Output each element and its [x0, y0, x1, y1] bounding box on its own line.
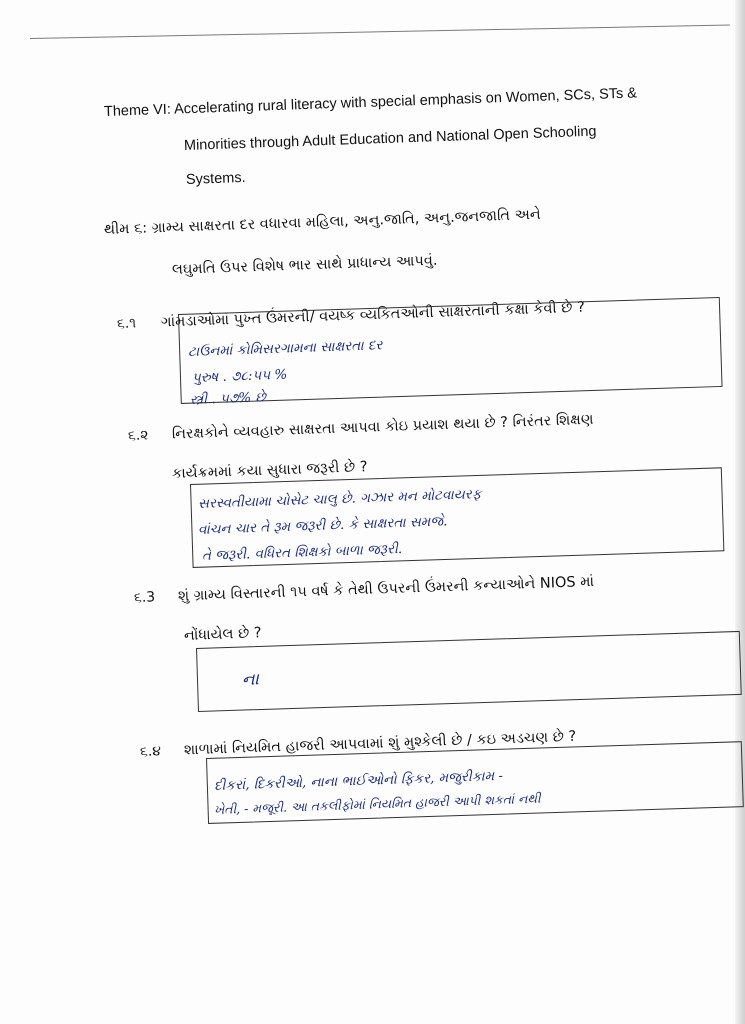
question-text: શું ગ્રામ્ય વિસ્તારની ૧૫ વર્ષ કે તેથી ઉપરની ઉંમરની કન્યાઓને NIOS માં: [177, 573, 595, 605]
question-6-2-line-2: કાર્યક્રમમાં કયા સુધારા જરૂરી છે ?: [171, 459, 368, 482]
theme-title-line-2: Minorities through Adult Education and National Open Schooling: [183, 123, 597, 154]
question-6-2-line-1: [128, 412, 594, 444]
top-rule-line: [30, 25, 730, 39]
question-6-3-line-2: નોંધાયેલ છે ?: [183, 625, 262, 644]
theme-guj-line-1: થીમ ૬: ગ્રામ્ય સાક્ષરતા દર વધારવા મહિલા, અનુ.જાતિ, અનુ.જનજાતિ અને: [103, 206, 541, 238]
answer-box-6-3: [196, 631, 742, 712]
theme-title-line-1: Theme VI: Accelerating rural literacy with special emphasis on Women, SCs, STs &: [103, 85, 638, 120]
handwritten-answer-6-3: ના: [241, 669, 260, 690]
theme-title-line-3: Systems.: [185, 169, 246, 188]
theme-guj-line-2: લઘુમતિ ઉપર વિશેષ ભાર સાથે પ્રાધાન્ય આપવું.: [171, 252, 438, 278]
handwritten-answer-6-2-line-2: વાંચન ચાર તે રૂમ જરૂરી છે. કે સાક્ષરતા સમજે.: [197, 513, 448, 538]
handwritten-answer-6-1-line-1: ટાઉનમાં કોમિસરગામના સાક્ષરતા દર: [187, 337, 383, 360]
question-6-3-line-1: [134, 574, 595, 606]
question-text: ગાંમડાઓમાં પુખ્ત ઉંમરની/ વયષ્ક વ્યકિતઓની સાક્ષરતાની કક્ષા કેવી છે ?: [160, 299, 586, 331]
question-number: ૬.3: [133, 589, 156, 606]
page-edge-shadow: [735, 0, 745, 1024]
handwritten-answer-6-2-line-3: તે જરૂરી. વધિરત શિક્ષકો બાળા જરૂરી.: [201, 541, 403, 564]
question-text: શાળામાં નિયમિત હાજરી આપવામાં શું મુશ્કેલી છે / કઇ અડચણ છે ?: [183, 728, 577, 759]
handwritten-answer-6-4-line-1: દીકરાં, દિકરીઓ, નાના ભાઈઓનો ફિકર, મજુરીકામ -: [213, 767, 504, 794]
handwritten-answer-6-2-line-1: સરસ્વતીયામા ચોસેટ ચાલુ છે. ગઝાર મન મોટવાયરફ: [197, 486, 482, 512]
handwritten-answer-6-4-line-2: ખેતી, - મજૂરી. આ તકલીફોમાં નિયમિત હાજરી આપી શકતાં નથી: [213, 790, 541, 817]
question-number: ૬.૪: [139, 743, 162, 760]
question-text: નિરક્ષકોને વ્યવહારુ સાક્ષરતા આપવા કોઇ પ્રયાશ થયા છે ? નિરંતર શિક્ષણ: [171, 411, 594, 443]
question-number: ૬.૨: [127, 427, 149, 444]
question-number: ૬.૧: [116, 315, 137, 332]
handwritten-answer-6-1-line-3: સ્ત્રી . ૫૭% છે: [189, 389, 267, 408]
handwritten-answer-6-1-line-2: પુરુષ . ૭૮:૫૫ %: [191, 366, 288, 386]
